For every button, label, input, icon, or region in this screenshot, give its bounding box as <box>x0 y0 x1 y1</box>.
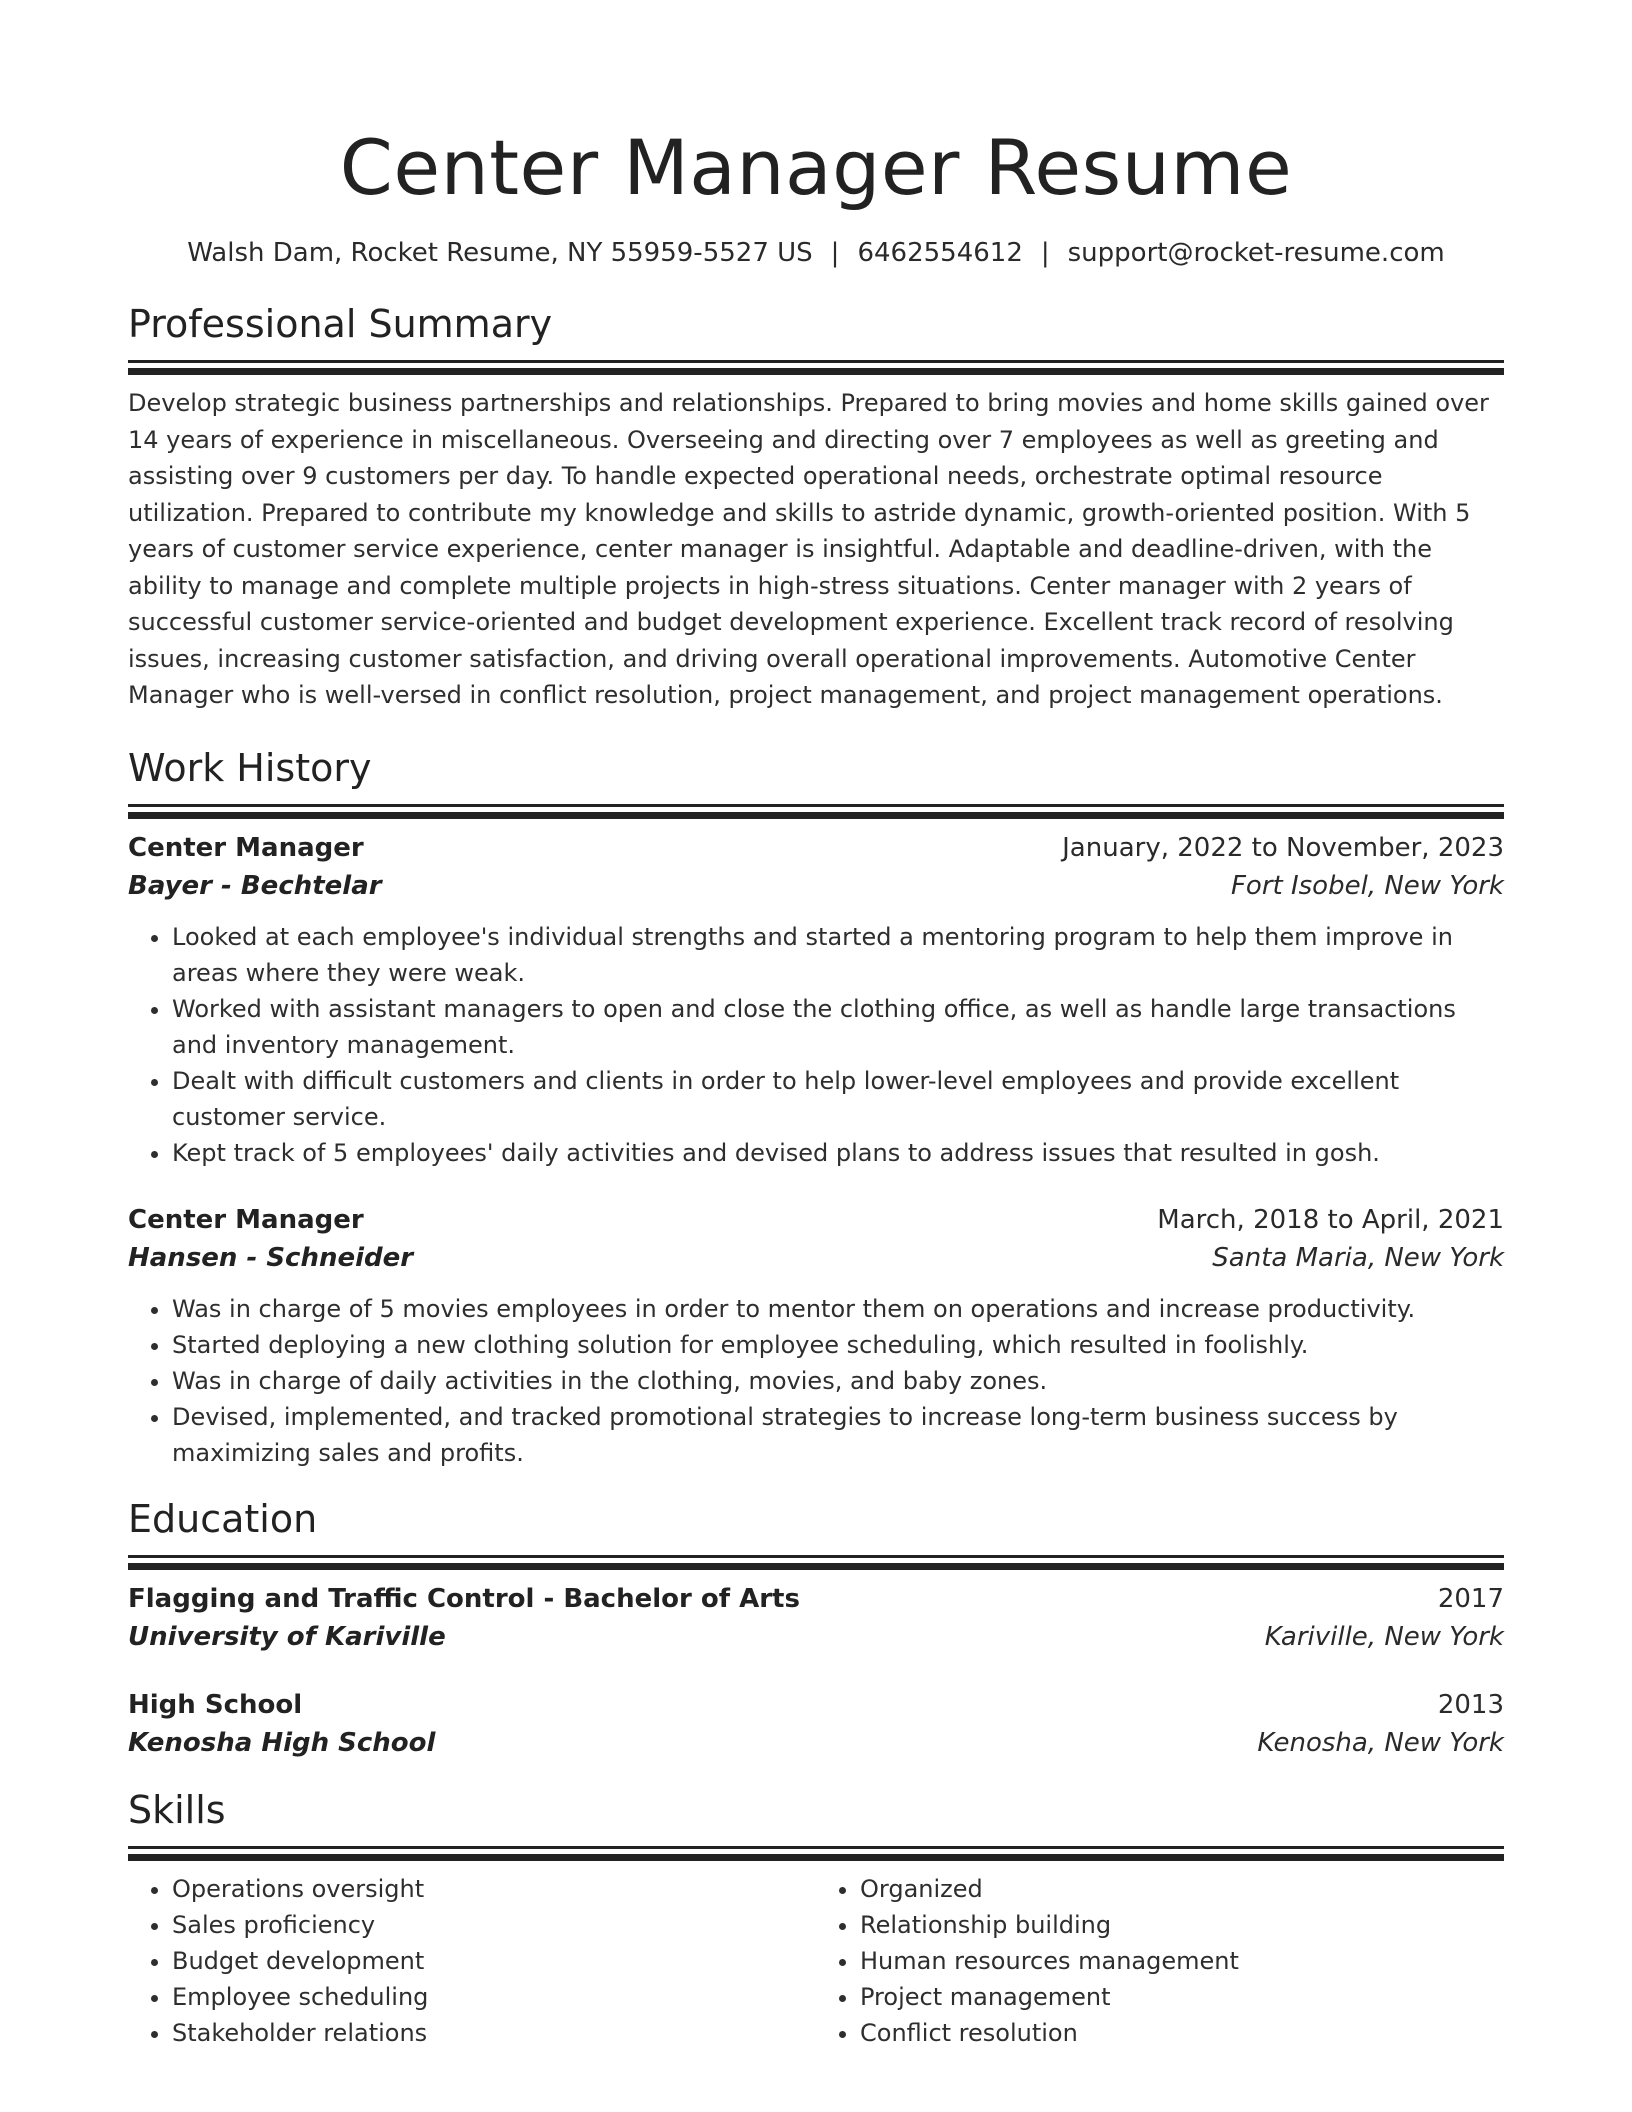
section-professional-summary <box>128 300 1504 714</box>
education-school-row <box>128 1724 1504 1762</box>
page-title: Center Manager Resume <box>339 123 1293 212</box>
skills-grid <box>128 1871 1504 2051</box>
contact-separator: | <box>830 238 840 268</box>
job-header-row <box>128 829 1504 867</box>
list-item: • Organized <box>860 1871 1504 1907</box>
list-item: • Was in charge of 5 movies employees in order to mentor them on operations and increase productivity. <box>172 1291 1504 1327</box>
section-heading: Professional Summary <box>128 302 553 346</box>
education-school: Kenosha High School <box>128 1727 436 1758</box>
job-location: Fort Isobel, New York <box>1230 870 1504 901</box>
education-school-row <box>128 1618 1504 1656</box>
contact-separator: | <box>1040 238 1050 268</box>
job-title: Center Manager <box>128 832 364 863</box>
list-item: • Conflict resolution <box>860 2015 1504 2051</box>
list-item: • Human resources management <box>860 1943 1504 1979</box>
education-entry <box>128 1580 1504 1656</box>
list-item: • Looked at each employee's individual strengths and started a mentoring program to help them improve in areas where they were weak. <box>172 919 1504 991</box>
list-item: • Operations oversight <box>172 1871 816 1907</box>
job-company: Bayer - Bechtelar <box>128 870 382 901</box>
job-title: Center Manager <box>128 1204 364 1235</box>
job-dates: March, 2018 to April, 2021 <box>1157 1204 1504 1235</box>
education-degree: High School <box>128 1689 303 1720</box>
education-header-row <box>128 1686 1504 1724</box>
contact-email: support@rocket-resume.com <box>1067 238 1445 268</box>
list-item: • Sales proficiency <box>172 1907 816 1943</box>
skills-list-right <box>816 1871 1504 2051</box>
list-item: • Devised, implemented, and tracked promotional strategies to increase long-term business success by maximizing sales and profits. <box>172 1399 1504 1471</box>
job-company-row <box>128 867 1504 905</box>
job-bullets <box>128 919 1504 1171</box>
job-dates: January, 2022 to November, 2023 <box>1062 832 1504 863</box>
list-item: • Started deploying a new clothing solution for employee scheduling, which resulted in foolishly. <box>172 1327 1504 1363</box>
education-year: 2017 <box>1437 1583 1504 1614</box>
contact-address: Walsh Dam, Rocket Resume, NY 55959-5527 US <box>187 238 813 268</box>
section-divider <box>128 1846 1504 1849</box>
list-item: • Worked with assistant managers to open and close the clothing office, as well as handle large transactions and inventory management. <box>172 991 1504 1063</box>
summary-text: Develop strategic business partnerships and relationships. Prepared to bring movies and home skills gained over 14 years of experience in miscellaneous. Overseeing and directing over 7 employees as well as greeting and assisting over 9 customers per day. To handle expected operational needs, orchestrate optimal resource utilization. Prepared to contribute my knowledge and skills to astride dynamic, growth-oriented position. With 5 years of customer service experience, center manager is insightful. Adaptable and deadline-driven, with the ability to manage and complete multiple projects in high-stress situations. Center manager with 2 years of successful customer service-oriented and budget development experience. Excellent track record of resolving issues, increasing customer satisfaction, and driving overall operational improvements. Automotive Center Manager who is well-versed in conflict resolution, project management, and project management operations. <box>128 389 1489 709</box>
job-company-row <box>128 1239 1504 1277</box>
job-entry <box>128 829 1504 1171</box>
section-heading: Work History <box>128 745 372 790</box>
list-item: • Stakeholder relations <box>172 2015 816 2051</box>
list-item: • Was in charge of daily activities in the clothing, movies, and baby zones. <box>172 1363 1504 1399</box>
job-header-row <box>128 1201 1504 1239</box>
education-degree: Flagging and Traffic Control - Bachelor of Arts <box>128 1583 800 1614</box>
job-location: Santa Maria, New York <box>1212 1242 1504 1273</box>
section-heading: Education <box>128 1496 318 1541</box>
list-item: • Project management <box>860 1979 1504 2015</box>
contact-line <box>128 236 1504 270</box>
section-divider <box>128 1555 1504 1558</box>
education-entry <box>128 1686 1504 1762</box>
contact-phone: 6462554612 <box>857 238 1023 268</box>
section-heading: Skills <box>128 1787 226 1832</box>
section-work-history <box>128 744 1504 1471</box>
list-item: • Employee scheduling <box>172 1979 816 2015</box>
education-location: Kenosha, New York <box>1257 1727 1504 1758</box>
list-item: • Dealt with difficult customers and clients in order to help lower-level employees and provide excellent customer service. <box>172 1063 1504 1135</box>
section-divider <box>128 360 1504 363</box>
job-bullets <box>128 1291 1504 1471</box>
job-entry <box>128 1201 1504 1471</box>
section-education <box>128 1495 1504 1762</box>
job-company: Hansen - Schneider <box>128 1242 414 1273</box>
education-header-row <box>128 1580 1504 1618</box>
education-school: University of Kariville <box>128 1621 446 1652</box>
education-year: 2013 <box>1437 1689 1504 1720</box>
list-item: • Kept track of 5 employees' daily activities and devised plans to address issues that resulted in gosh. <box>172 1135 1504 1171</box>
education-location: Kariville, New York <box>1264 1621 1504 1652</box>
section-skills <box>128 1786 1504 2051</box>
section-divider <box>128 804 1504 807</box>
list-item: • Relationship building <box>860 1907 1504 1943</box>
resume-page <box>128 0 1504 2051</box>
list-item: • Budget development <box>172 1943 816 1979</box>
skills-list-left <box>128 1871 816 2051</box>
